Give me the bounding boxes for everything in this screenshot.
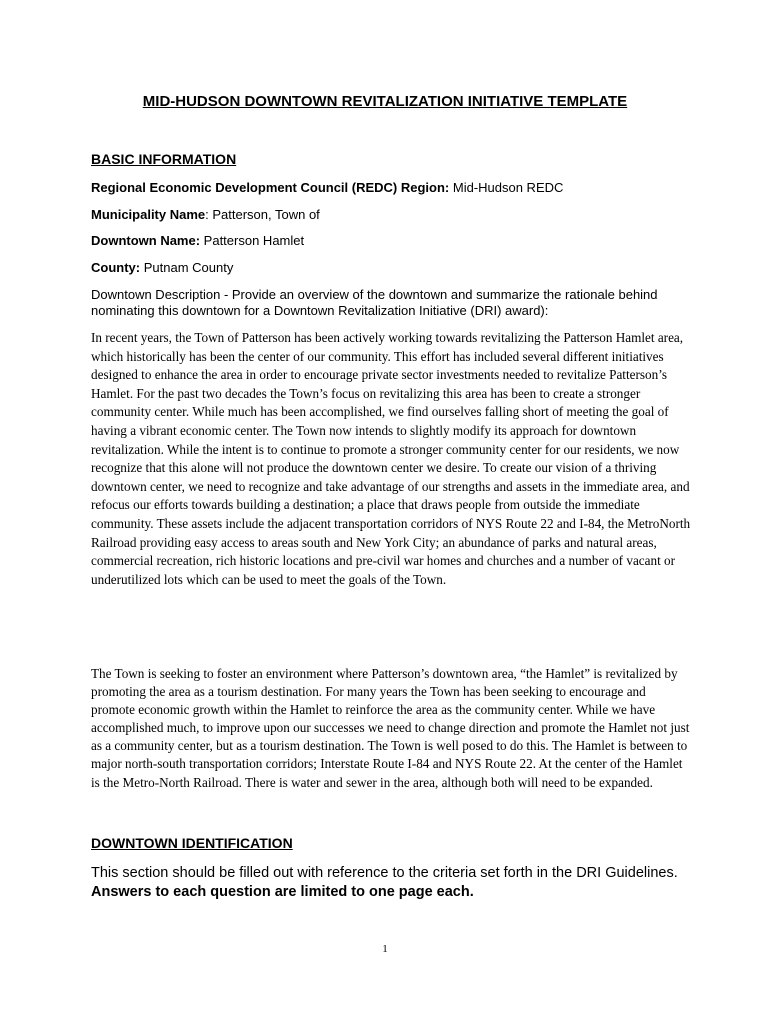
section-heading-basic-information: BASIC INFORMATION bbox=[91, 151, 237, 167]
field-value: : Patterson, Town of bbox=[205, 207, 320, 222]
field-label: Municipality Name bbox=[91, 207, 206, 222]
field-municipality-name bbox=[91, 207, 320, 223]
field-label: County: bbox=[91, 260, 141, 275]
page-number: 1 bbox=[382, 943, 388, 955]
instructions-bold-text: Answers to each question are limited to one page each. bbox=[91, 884, 474, 900]
field-value: Mid-Hudson REDC bbox=[449, 180, 564, 195]
instructions-text: This section should be filled out with reference to the criteria set forth in the DRI Guidelines. bbox=[91, 865, 678, 881]
field-value: Patterson Hamlet bbox=[200, 233, 305, 248]
field-label: Regional Economic Development Council (REDC) Region: bbox=[91, 180, 450, 195]
description-paragraph-1: In recent years, the Town of Patterson has been actively working towards revitalizing the Patterson Hamlet area, which historically has been the center of our community. This effort has included several different initiatives designed to enhance the area in order to encourage private sector investments needed to revitalize Patterson’s Hamlet. For the past two decades the Town’s focus on revitalizing this area has been to create a stronger community center. While much has been accomplished, we find ourselves falling short of meeting the goal of having a vibrant economic center. The Town now intends to slightly modify its approach for downtown revitalization. While the intent is to continue to promote a stronger community center for our residents, we now recognize that this alone will not produce the downtown center we desire. To create our vision of a thriving downtown center, we need to recognize and take advantage of our strengths and assets in the immediate area, and refocus our efforts towards building a destination; a place that draws people from outside the immediate community. These assets include the adjacent transportation corridors of NYS Route 22 and I-84, the MetroNorth Railroad providing easy access to areas south and New York City; an abundance of parks and natural areas, commercial recreation, rich historic locations and pre-civil war homes and churches and a number of vacant or underutilized lots which can be used to meet the goals of the Town. bbox=[91, 330, 691, 587]
field-value: Putnam County bbox=[140, 260, 234, 275]
field-downtown-name bbox=[91, 233, 304, 249]
field-label: Downtown Name: bbox=[91, 233, 201, 248]
document-title: MID-HUDSON DOWNTOWN REVITALIZATION INITIATIVE TEMPLATE bbox=[142, 93, 628, 110]
downtown-description-prompt: Downtown Description - Provide an overview of the downtown and summarize the rationale behind nominating this downtown for a Downtown Revitalization Initiative (DRI) award): bbox=[91, 287, 658, 318]
description-paragraph-2: The Town is seeking to foster an environment where Patterson’s downtown area, “the Hamlet” is revitalized by promoting the area as a tourism destination. For many years the Town has been seeking to encourage and promote economic growth within the Hamlet to reinforce the area as the community center. While we have accomplished much, to improve upon our successes we need to change direction and promote the Hamlet not just as a community center, but as a tourism destination. The Town is well posed to do this. The Hamlet is between to major north-south transportation corridors; Interstate Route I-84 and NYS Route 22. At the center of the Hamlet is the Metro-North Railroad. There is water and sewer in the area, although both will need to be expanded. bbox=[91, 666, 690, 790]
field-redc-region bbox=[91, 180, 563, 196]
downtown-identification-instructions bbox=[91, 864, 691, 902]
section-heading-downtown-identification: DOWNTOWN IDENTIFICATION bbox=[91, 835, 293, 851]
field-county bbox=[91, 260, 233, 276]
